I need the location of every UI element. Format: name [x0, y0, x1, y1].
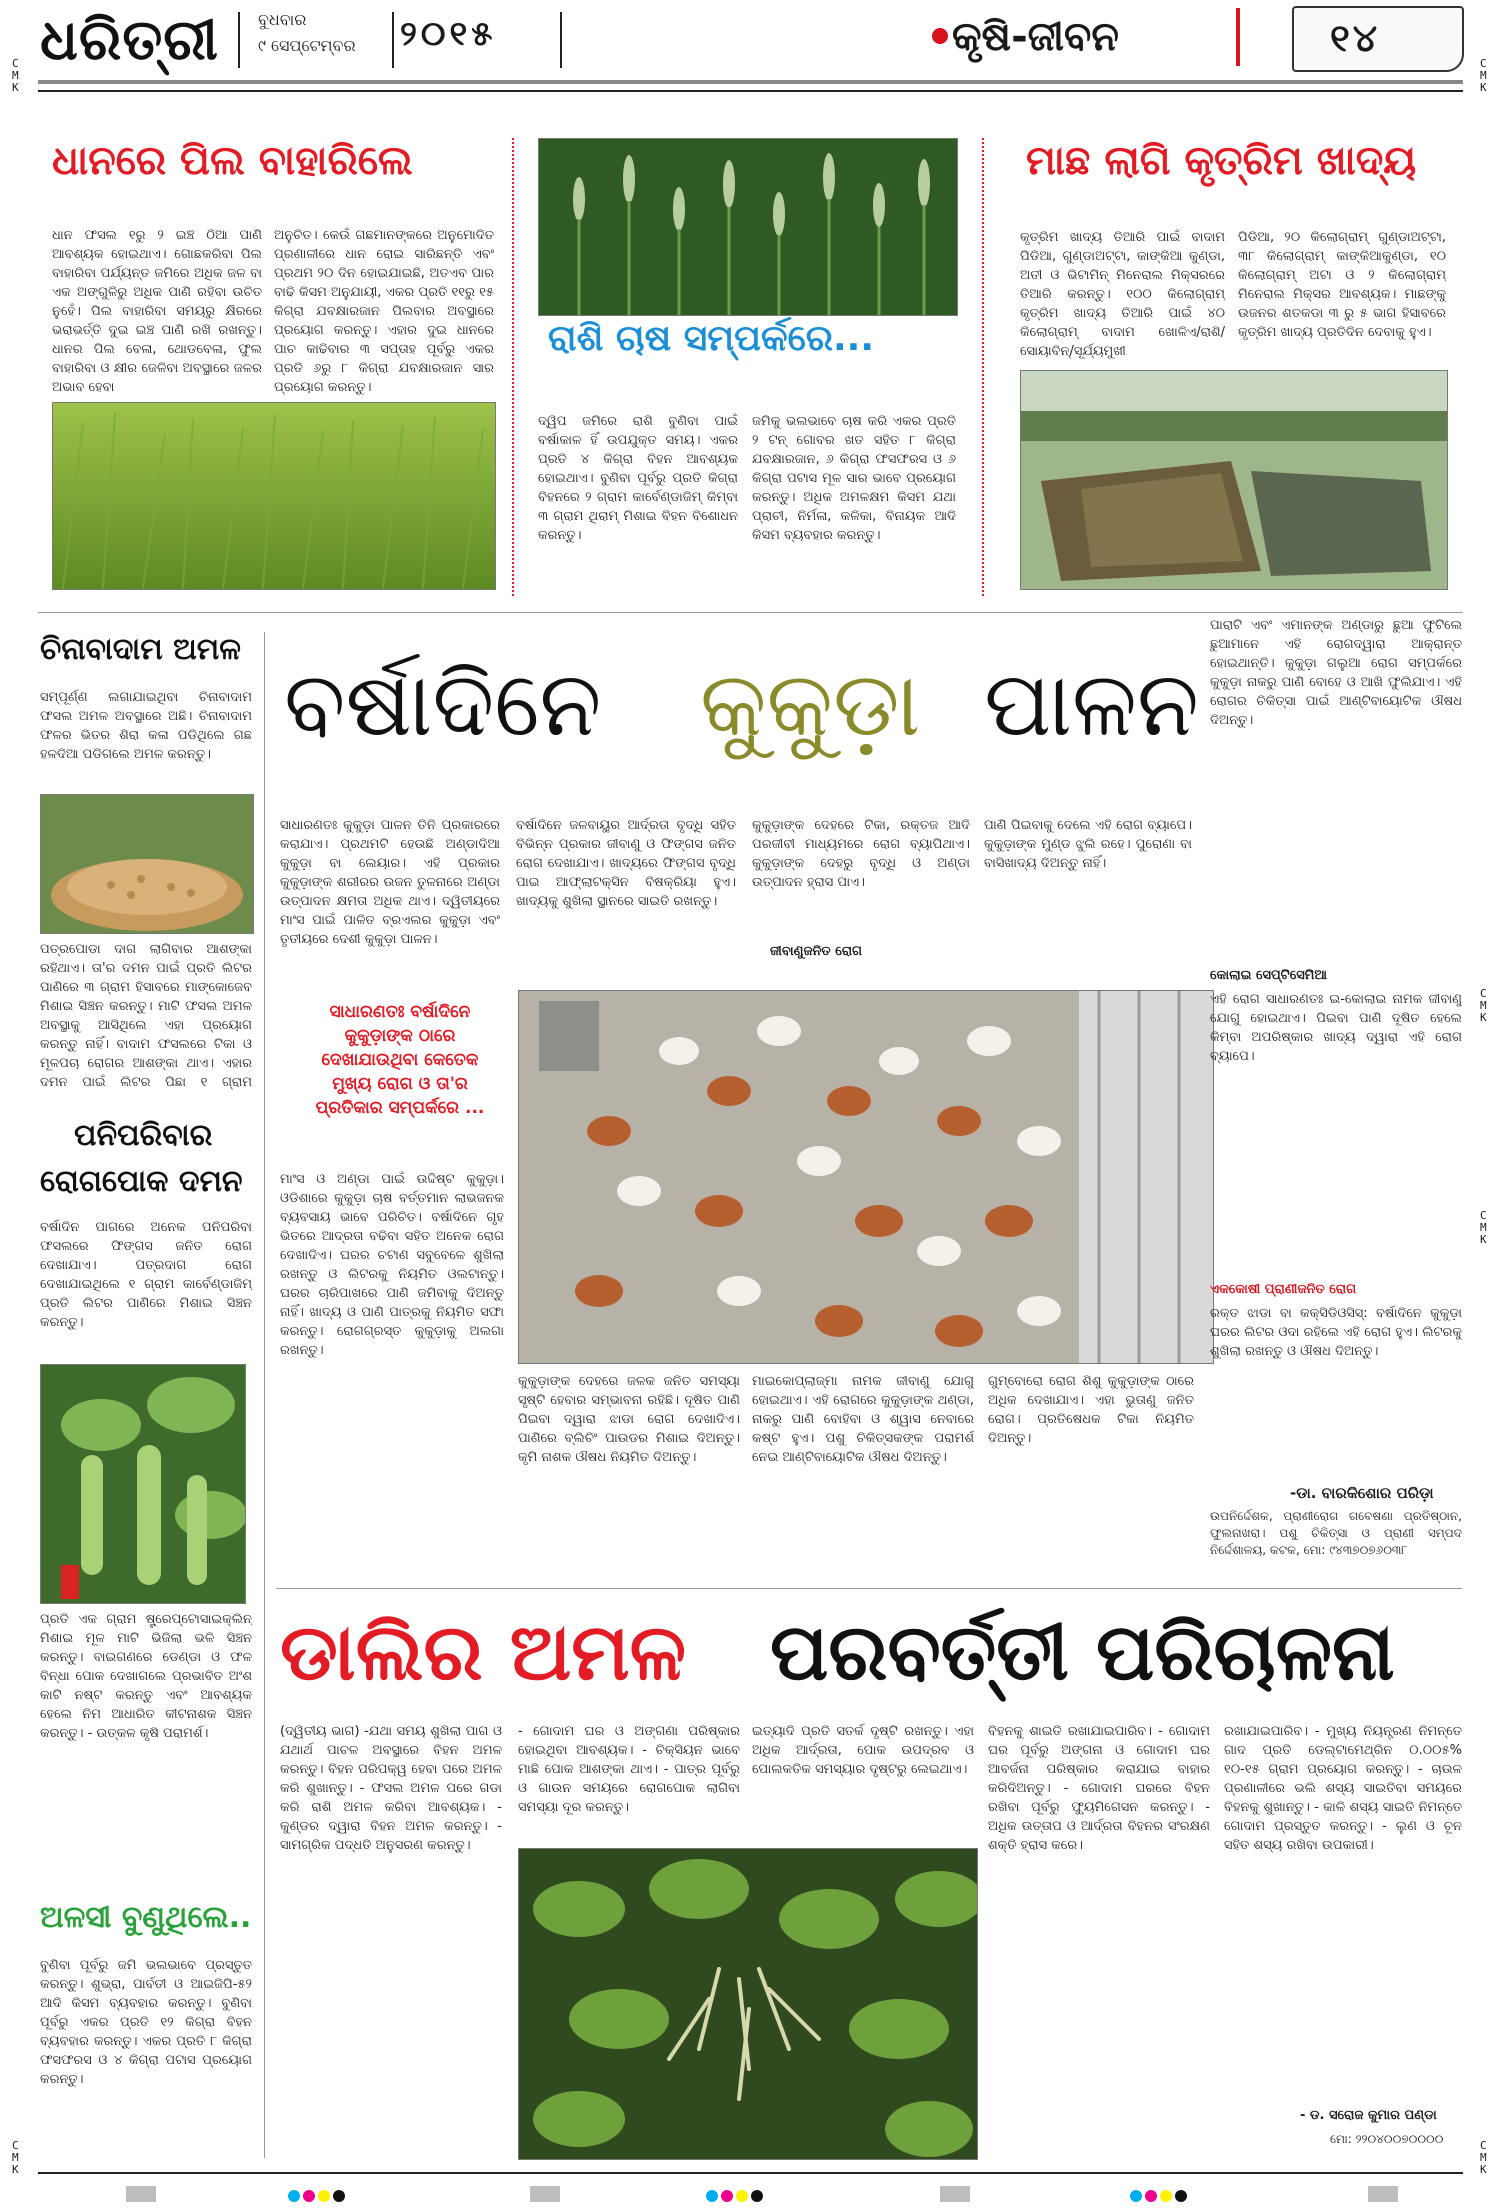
dal-body-text: ରଖାଯାଇପାରିବ। - ମୁଖ୍ୟ ନିୟନ୍ତ୍ରଣ ନିମନ୍ତେ ଗାଦ ପ୍ରତି ଡେଲ୍ଟାମେଥ୍ରିନ ୦.୦୦୫% ୧୦-୧୫ ଗ୍ରାମ ପ୍ରୟୋଗ କରନ୍ତୁ। - ଚାଉଳ ପ୍ରଣାଳୀରେ ଭଲି ଶସ୍ୟ ସାଇତିବା ସମୟରେ ବିହନକୁ ଶୁଖାନ୍ତୁ। - କାଳି ଶସ୍ୟ ସାଇତି ନିମନ୍ତେ ଗୋଦାମ ପ୍ରସ୍ତୁତ କରନ୍ତୁ। - ଲୁଣ ଓ ଚୂନ ସହିତ ଶସ୍ୟ ରଖିବା ଉପକାରୀ।	[1224, 1724, 1462, 1853]
poultry-body-text: ଏହି ରୋଗ ସାଧାରଣତଃ ଇ-କୋଲାଇ ନାମକ ଜୀବାଣୁ ଯୋଗୁ ହୋଇଥାଏ। ପିଇବା ପାଣି ଦୂଷିତ ହେଲେ କିମ୍ବା ଅପରିଷ୍କାର ଖାଦ୍ୟ ଦ୍ୱାରା ଏହି ରୋଗ ବ୍ୟାପେ।	[1210, 992, 1462, 1064]
sesame-crop-photo	[538, 138, 958, 316]
pests-body	[40, 1218, 252, 1358]
cmk-mark: C M K	[1480, 1209, 1487, 1246]
poultry-body-col4	[988, 1372, 1194, 1568]
paddy-body-col2	[274, 226, 494, 398]
dal-body-col5	[1224, 1722, 1462, 2098]
color-registration-marks	[288, 2187, 348, 2206]
section-divider	[1236, 8, 1240, 66]
dal-byline-detail	[1330, 2130, 1470, 2152]
footer-rule	[38, 2172, 1463, 2174]
fish-body-col1	[1020, 228, 1225, 364]
rashi-body-text: ଜମିକୁ ଭଲଭାବେ ଚାଷ କରି ଏକର ପ୍ରତି ୨ ଟନ୍ ଗୋବର ଖତ ସହିତ ୮ କିଗ୍ରା ଯବକ୍ଷାରଜାନ, ୬ କିଗ୍ରା ଫସଫରସ ଓ ୬ କିଗ୍ରା ପଟାସ ମୂଳ ସାର ଭାବେ ପ୍ରୟୋଗ କରନ୍ତୁ। ଅଧିକ ଅମଳକ୍ଷମ କିସମ ଯଥା ପ୍ରାଚୀ, ନିର୍ମଳା, କଳିକା, ବିନାୟକ ଆଦି କିସମ ବ୍ୟବହାର କରନ୍ତୁ।	[752, 414, 956, 543]
poultry-body-text: ସାଧାରଣତଃ କୁକୁଡ଼ା ପାଳନ ତିନି ପ୍ରକାରରେ କରାଯାଏ। ପ୍ରଥମଟି ହେଉଛି ଅଣ୍ଡାଦିଆ କୁକୁଡ଼ା ବା ଲେୟାର। ଏହି ପ୍ରକାର କୁକୁଡ଼ାଙ୍କ ଶରୀରର ଉଜନ ତୁଳନାରେ ଅଣ୍ଡା ଉତ୍ପାଦନ କ୍ଷମତା ଅଧିକ ଥାଏ। ଦ୍ୱିତୀୟରେ ମାଂସ ପାଇଁ ପାଳିତ ବ୍ରଏଲର କୁକୁଡ଼ା ଏବଂ ତୃତୀୟରେ ଦେଶୀ କୁକୁଡ଼ା ପାଳନ।	[280, 818, 500, 947]
section-rule	[276, 1588, 1462, 1589]
column-rule	[264, 632, 265, 2158]
cmk-mark: C M K	[1480, 57, 1487, 94]
yellow-dot-icon	[318, 2190, 330, 2202]
fish-body-text: କୃତ୍ରିମ ଖାଦ୍ୟ ତିଆରି ପାଇଁ ବାଦାମ ପିଡିଆ, ଗୁଣ୍ଡାଅଟ୍ଟା, କାଙ୍କିଆ କୁଣ୍ଡା, ଅତୀ ଓ ଭିଟାମିନ୍ ମିନେରାଲ ମିକ୍ସରରେ ତିଆରି କରନ୍ତୁ। ୧୦୦ କିଲୋଗ୍ରାମ୍ କୃତ୍ରିମ ଖାଦ୍ୟ ତିଆରି ପାଇଁ ୪୦ କିଲୋଗ୍ରାମ୍ ବାଦାମ ଖୋଳିଏ/ରାଶି/ସୋୟାବିନ୍/ସୂର୍ଯ୍ୟମୁଖୀ	[1020, 230, 1225, 359]
color-registration-marks	[1130, 2187, 1190, 2206]
column-rule	[512, 138, 514, 596]
poultry-body-text: ଗୁମ୍ବୋରୋ ରୋଗ ଶିଶୁ କୁକୁଡ଼ାଙ୍କ ଠାରେ ଅଧିକ ଦେଖାଯାଏ। ଏହା ଭୁତାଣୁ ଜନିତ ରୋଗ। ପ୍ରତିଷେଧକ ଟିକା ନିୟମିତ ଦିଅନ୍ତୁ।	[988, 1374, 1194, 1446]
dal-body-col1	[280, 1722, 502, 2158]
dal-body-text: (ଦ୍ୱିତୀୟ ଭାଗ) -ଯଥା ସମୟ ଶୁଖିଲା ପାଗ ଓ ଯଥାର୍ଥ ପାଚଳ ଅବସ୍ଥାରେ ବିହନ ଅମଳ କରନ୍ତୁ। ବିହନ ପରିପକ୍ୱ ହେବା ପରେ ଅମଳ କରି ଶୁଖାନ୍ତୁ। - ଫସଲ ଅମଳ ପରେ ଗଡା କରି ରାଶି ଅମଳ କରିବା ଆବଶ୍ୟକ। - କୁଣ୍ଡର ଦ୍ୱାରା ବିହନ ଅମଳ କରନ୍ତୁ। - ସାମଗ୍ରିକ ପଦ୍ଧତି ଅନୁସରଣ କରନ୍ତୁ।	[280, 1724, 502, 1853]
brinjal-photo	[40, 1364, 246, 1604]
groundnut-body	[40, 688, 252, 788]
pests-headline-line2: ରୋଗପୋକ ଦମନ	[40, 1164, 243, 1199]
yellow-dot-icon	[1160, 2190, 1172, 2202]
poultry-headline-part1: ବର୍ଷାଦିନେ	[284, 652, 602, 757]
masthead-divider	[392, 12, 394, 68]
rashi-body-col2	[752, 412, 956, 598]
masthead-rule	[38, 90, 1463, 92]
dal-body-col2	[518, 1722, 740, 1838]
cmk-mark: C M K	[1480, 987, 1487, 1024]
black-dot-icon	[751, 2190, 763, 2202]
dal-body-text: ଇତ୍ୟାଦି ପ୍ରତି ସତର୍କ ଦୃଷ୍ଟି ରଖନ୍ତୁ। ଏହା ଅଧିକ ଆର୍ଦ୍ରତା, ପୋକ ଉପଦ୍ରବ ଓ ପୋଲକତିକ ସମସ୍ୟାର ଦୃଷ୍ଟରୁ ଲେଇଥାଏ।	[752, 1724, 974, 1777]
masthead-divider	[238, 12, 240, 68]
poultry-byline-detail-text: ଉପନିର୍ଦ୍ଦେଶକ, ପ୍ରାଣୀରୋଗ ଗବେଷଣା ପ୍ରତିଷ୍ଠାନ, ଫୁଲନାଖରା। ପଶୁ ଚିକିତ୍ସା ଓ ପ୍ରାଣୀ ସମ୍ପଦ ନିର୍ଦ୍ଦେଶାଳୟ, କଟକ, ମୋ: ୯୪୩୭୦୭୬୦୩୮	[1210, 1509, 1462, 1557]
cyan-dot-icon	[706, 2190, 718, 2202]
section-bullet-icon	[932, 28, 948, 44]
fish-pond-image	[1021, 371, 1447, 589]
paddy-body-col1	[52, 226, 262, 398]
fish-pond-photo	[1020, 370, 1448, 590]
footer-grey-block	[126, 2186, 156, 2202]
color-registration-marks	[706, 2187, 766, 2206]
groundnut-body-text: ସମ୍ପୂର୍ଣ୍ଣ ଲଗାଯାଇଥିବା ଚିନାବାଦାମ ଫସଲ ଅମଳ ଅବସ୍ଥାରେ ଅଛି। ଚିନାବାଦାମ ଫଳର ଭିତର ଶିରା କଳା ପଡିଥିଲେ ଗଛ ହଳଦିଆ ପଡିଗଲେ ଅମଳ କରନ୍ତୁ।	[40, 690, 252, 762]
groundnut-headline: ଚିନାବାଦାମ ଅମଳ	[40, 632, 241, 667]
poultry-body-text: ମାଇକୋପ୍ଲାଜ୍ମା ନାମକ ଜୀବାଣୁ ଯୋଗୁ ହୋଇଥାଏ। ଏହି ରୋଗରେ କୁକୁଡ଼ାଙ୍କ ଥଣ୍ଡା, ନାକରୁ ପାଣି ବୋହିବା ଓ ଶ୍ୱାସ ନେବାରେ କଷ୍ଟ ହୁଏ। ପଶୁ ଚିକିତ୍ସକଙ୍କ ପରାମର୍ଶ ନେଇ ଆଣ୍ଟିବାୟୋଟିକ ଔଷଧ ଦିଅନ୍ତୁ।	[752, 1374, 974, 1465]
poultry-callout: ସାଧାରଣତଃ ବର୍ଷାଦିନେ କୁକୁଡ଼ାଙ୍କ ଠାରେ ଦେଖାଯାଉଥିବା କେତେକ ମୁଖ୍ୟ ରୋଗ ଓ ତା'ର ପ୍ରତିକାର ସମ୍ପର୍କରେ ...	[315, 1002, 485, 1118]
fish-body-col2	[1238, 228, 1446, 364]
poultry-body-text: କୁକୁଡ଼ାଙ୍କ ଦେହରେ ଟିକା, ରକ୍ତଜ ଆଦି ପରଜୀବୀ ମାଧ୍ୟମରେ ରୋଗ ବ୍ୟାପିଥାଏ। କୁକୁଡ଼ାଙ୍କ ଦେହରୁ ବୃଦ୍ଧି ଓ ଅଣ୍ଡା ଉତ୍ପାଦନ ହ୍ରାସ ପାଏ।	[752, 818, 970, 890]
poultry-byline-detail	[1210, 1508, 1462, 1568]
rashi-body-text: ଦ୍ୱିପ ଜମିରେ ରାଶି ବୁଣିବା ପାଇଁ ବର୍ଷାକାଳ ହିଁ ଉପଯୁକ୍ତ ସମୟ। ଏକର ପ୍ରତି ୪ କିଗ୍ରା ବିହନ ଆବଶ୍ୟକ ହୋଇଥାଏ। ବୁଣିବା ପୂର୍ବରୁ ପ୍ରତି କିଗ୍ରା ବିହନରେ ୨ ଗ୍ରାମ କାର୍ବେଣ୍ଡାଜିମ୍ କିମ୍ବା ୩ ଗ୍ରାମ ଥିରାମ୍ ମିଶାଇ ବିହନ ବିଶୋଧନ କରନ୍ତୁ।	[538, 414, 738, 543]
pests-body	[40, 1610, 252, 1872]
cmk-mark: C M K	[12, 2139, 19, 2176]
cyan-dot-icon	[288, 2190, 300, 2202]
poultry-farm-photo	[518, 990, 1214, 1364]
paddy-body-text: ଧାନ ଫସଲ ୧ରୁ ୨ ଇଞ୍ଚ ଠିଆ ପାଣି ଆବଶ୍ୟକ ହୋଇଥାଏ। ଗୋଛକରିବା ପିଲ ବାହାରିବା ପର୍ଯ୍ୟନ୍ତ ଜମିରେ ଅଧିକ ଜଳ ବା ଏକ ଅଙ୍ଗୁଳିରୁ ଅଧିକ ପାଣି ରହିବା ଉଚିତ ନୁହେଁ। ପିଲ ବାହାରିବା ସମୟରୁ କ୍ଷିରରେ ଭରାଭର୍ତ୍ତି ଦୁଇ ଇଞ୍ଚ ପାଣି ରଖି ରଖନ୍ତୁ। ଧାନର ପିଲ ବେଳା, ଥୋଡବେଳା, ଫୁଲ ବାହାରିବା ଓ କ୍ଷୀର ଜେଳିବା ଅବସ୍ଥାରେ ଜଳର ଅଭାବ ହେବା	[52, 228, 262, 395]
poultry-body-col4	[984, 816, 1192, 984]
paddy-field-photo	[52, 402, 496, 590]
masthead-date: ୯ ସେପ୍ଟେମ୍ବର	[258, 36, 356, 55]
poultry-subhead: କୋଲାଇ ସେପ୍ଟିସେମିଆ	[1210, 968, 1327, 983]
pulse-crop-image	[519, 1849, 977, 2159]
poultry-farm-image	[519, 991, 1213, 1363]
poultry-body-col5	[1210, 616, 1462, 936]
groundnut-body	[40, 940, 252, 1090]
cmk-mark: C M K	[1480, 2139, 1487, 2176]
footer-grey-block	[1368, 2186, 1398, 2202]
dal-byline-detail-text: ମୋ: ୨୨୦୪୦୦୭୦୦୦୦	[1330, 2132, 1444, 2146]
cmk-mark: C M K	[12, 57, 19, 94]
poultry-body-col5	[1210, 990, 1462, 1270]
dal-body-text: - ଗୋଦାମ ଘର ଓ ଅଙ୍ଗଣା ପରିଷ୍କାର ହୋଇଥିବା ଆବଶ୍ୟକ। - ଚିକ୍ସିୟନ ଭାବେ ମାଛି ପୋକ ଆଶଙ୍କା ଥାଏ। - ପାତ୍ର ପୂର୍ବରୁ ଓ ଗାଉନ ସମୟରେ ରୋଗପୋକ ଲାଗିବା ସମସ୍ୟା ଦୂର କରନ୍ତୁ।	[518, 1724, 740, 1815]
paddy-headline: ଧାନରେ ପିଲ ବାହାରିଲେ	[52, 138, 413, 184]
groundnut-photo	[40, 794, 254, 934]
poultry-body-text: ମାଂସ ଓ ଅଣ୍ଡା ପାଇଁ ଉଦ୍ଦିଷ୍ଟ କୁକୁଡ଼ା। ଓଡିଶାରେ କୁକୁଡ଼ା ଚାଷ ବର୍ତ୍ତମାନ ଲାଭଜନକ ବ୍ୟବସାୟ ଭାବେ ପରିଚିତ। ବର୍ଷାଦିନେ ଗୃହ ଭିତରେ ଆଦ୍ରତା ବଢିବା ସହିତ ଅନେକ ରୋଗ ଦେଖାଦିଏ। ଘରର ଚଟାଣ ସବୁବେଳେ ଶୁଖିଲା ରଖନ୍ତୁ ଓ ଲିଟରକୁ ନିୟମିତ ଓଲଟାନ୍ତୁ। ଘରର ଚାରିପାଖରେ ପାଣି ଜମିବାକୁ ଦିଅନ୍ତୁ ନାହିଁ। ଖାଦ୍ୟ ଓ ପାଣି ପାତ୍ରକୁ ନିୟମିତ ସଫା କରନ୍ତୁ। ରୋଗଗ୍ରସ୍ତ କୁକୁଡ଼ାକୁ ଅଲଗା ରଖନ୍ତୁ।	[280, 1172, 504, 1358]
masthead-day: ବୁଧବାର	[258, 10, 307, 29]
poultry-body-col3	[752, 1372, 974, 1568]
poultry-headline-part2: କୁକୁଡ଼ା	[700, 652, 921, 757]
column-rule	[982, 138, 984, 596]
section-title: କୃଷି-ଜୀବନ	[952, 14, 1119, 60]
black-dot-icon	[333, 2190, 345, 2202]
dal-body-col3	[752, 1722, 974, 1838]
poultry-body-col1	[280, 816, 500, 984]
fish-body-text: ପିଡିଆ, ୨୦ କିଲୋଗ୍ରାମ୍ ଗୁଣ୍ଡାଅଟ୍ଟା, ୩୮ କିଲୋଗ୍ରାମ୍ କାଙ୍କିଆକୁଣ୍ଡା, ୧୦ କିଲୋଗ୍ରାମ୍ ଅଟା ଓ ୨ କିଲୋଗ୍ରାମ୍ ମିନେରାଲ ମିକ୍ସର ଆବଶ୍ୟକ। ମାଛଙ୍କୁ ଉଜନର ଶତକଡା ୩ ରୁ ୫ ଭାଗ ହିସାବରେ କୃତ୍ରିମ ଖାଦ୍ୟ ପ୍ରତିଦିନ ଦେବାକୁ ହୁଏ।	[1238, 230, 1446, 340]
paddy-body-text: ଅନୁଚିତ। କେଉଁ ଗଛମାନଙ୍କରେ ଅନୁମୋଦିତ ପ୍ରଣାଳୀରେ ଧାନ ରୋଇ ସାରିଛନ୍ତି ଏବଂ ପ୍ରଥମ ୨୦ ଦିନ ହୋଇଯାଇଛି, ଅତଏବ ପାର ବାଢି କିସମ ଅନୁଯାୟୀ, ଏକର ପ୍ରତି ୧୧ରୁ ୧୫ କିଗ୍ରା ଯବକ୍ଷାରଜାନ ପିଲବାର ଅବସ୍ଥାରେ ପ୍ରୟୋଗ କରନ୍ତୁ। ଏହାର ଦୁଇ ଧାନରେ ପାଚ କାଢିବାର ୩ ସପ୍ତାହ ପୂର୍ବରୁ ଏକର ପ୍ରତି ୬ରୁ ୮ କିଗ୍ରା ଯବକ୍ଷାରଜାନ ସାର ପ୍ରୟୋଗ କରନ୍ତୁ।	[274, 228, 494, 395]
dal-headline-part1: ଡାଲିର ଅମଳ	[280, 1608, 686, 1698]
groundnut-body-text: ପତ୍ରପୋଡା ଦାଗ ଲାଗିବାର ଆଶଙ୍କା ରହିଥାଏ। ତା'ର ଦମନ ପାଇଁ ପ୍ରତି ଲିଟର ପାଣିରେ ୩ ଗ୍ରାମ ହିସାବରେ ମାଙ୍କୋଜେବ ମିଶାଇ ସିଞ୍ଚନ କରନ୍ତୁ। ମାଟି ଫସଲ ଅମଳ ଅବସ୍ଥାକୁ ଆସିଥିଲେ ଏହା ପ୍ରୟୋଗ କରନ୍ତୁ ନାହିଁ। ବାଦାମ ଫସଲରେ ଟିକା ଓ ମୂଳପଚା ରୋଗର ଆଶଙ୍କା ଥାଏ। ଏହାର ଦମନ ପାଇଁ ଲିଟର ପିଛା ୧ ଗ୍ରାମ	[40, 942, 252, 1090]
poultry-body-text: ବର୍ଷାଦିନେ ଜଳବାୟୁର ଆର୍ଦ୍ରତା ବୃଦ୍ଧି ସହିତ ବିଭିନ୍ନ ପ୍ରକାର ଜୀବାଣୁ ଓ ଫିଙ୍ଗସ ଜନିତ ରୋଗ ଦେଖାଯାଏ। ଖାଦ୍ୟରେ ଫିଙ୍ଗସ ବୃଦ୍ଧି ପାଇ ଆଫ୍ଲାଟକ୍ସିନ ବିଷକ୍ରିୟା ହୁଏ। ଖାଦ୍ୟକୁ ଶୁଖିଲା ସ୍ଥାନରେ ସାଇତି ରଖନ୍ତୁ।	[516, 818, 736, 909]
fish-headline: ମାଛ ଲାଗି କୃତ୍ରିମ ଖାଦ୍ୟ	[1026, 138, 1417, 184]
flax-headline: ଅଳସୀ ବୁଣୁଥିଲେ..	[40, 1900, 252, 1935]
flax-body	[40, 1956, 252, 2156]
brinjal-image	[41, 1365, 245, 1603]
section-rule	[38, 612, 1463, 613]
rashi-body-col1	[538, 412, 738, 598]
masthead-rule	[38, 80, 1463, 84]
footer-grey-block	[940, 2186, 970, 2202]
yellow-dot-icon	[736, 2190, 748, 2202]
pulse-crop-photo	[518, 1848, 978, 2160]
poultry-body-col5	[1210, 1304, 1462, 1494]
dal-body-col4	[988, 1722, 1210, 2158]
poultry-body-col2	[518, 1372, 740, 1568]
footer-grey-block	[530, 2186, 560, 2202]
masthead-year: ୨୦୧୫	[400, 14, 497, 54]
poultry-body-text: ରକ୍ତ ଝାଡା ବା କକ୍‌ସିଡିଓସିସ୍: ବର୍ଷାଦିନେ କୁକୁଡ଼ା ଘରର ଲିଟର ଓଦା ରହିଲେ ଏହି ରୋଗ ହୁଏ। ଲିଟରକୁ ଶୁଖିଲା ରଖନ୍ତୁ ଓ ଔଷଧ ଦିଅନ୍ତୁ।	[1210, 1306, 1462, 1359]
poultry-body-col1	[280, 1170, 504, 1568]
groundnut-image	[41, 795, 253, 933]
pests-body-text: ପ୍ରତି ଏକ ଗ୍ରାମ ଷ୍ଟ୍ରେପ୍ଟୋସାଇକ୍ଲିନ୍ ମିଶାଇ ମୂଳ ମାଟି ଭିଜିଲା ଭଳି ସିଞ୍ଚନ କରନ୍ତୁ। ବାଇଗଣରେ ଡେଣ୍ଡା ଓ ଫଳ ବିନ୍ଧା ପୋକ ଦେଖାଗଲେ ପ୍ରଭାବିତ ଅଂଶ କାଟି ନଷ୍ଟ କରନ୍ତୁ ଏବଂ ଆବଶ୍ୟକ ହେଲେ ନିମ ଆଧାରିତ କୀଟନାଶକ ସିଞ୍ଚନ କରନ୍ତୁ। - ଉତ୍କଳ କୃଷି ପରାମର୍ଶ।	[40, 1612, 252, 1741]
poultry-byline: -ଡା. ବାରକିଶୋର ପରିଡ଼ା	[1290, 1484, 1434, 1502]
magenta-dot-icon	[1145, 2190, 1157, 2202]
poultry-body-text: ପାଣି ପିଇବାକୁ ଦେଲେ ଏହି ରୋଗ ବ୍ୟାପେ। କୁକୁଡ଼ାଙ୍କ ମୁଣ୍ଡ ଝୁଲି ରହେ। ପୁରୋଣା ବା ବାସିଖାଦ୍ୟ ଦିଅନ୍ତୁ ନାହିଁ।	[984, 818, 1192, 871]
poultry-body-text: ପାରାଟି ଏବଂ ଏମାନଙ୍କ ଅଣ୍ଡାରୁ ଛୁଆ ଫୁଟିଲେ ଛୁଆମାନେ ଏହି ରୋଗଦ୍ୱାରା ଆକ୍ରାନ୍ତ ହୋଇଥାନ୍ତି। କୁକୁଡ଼ା ଗଲୁଆ ରୋଗ ସମ୍ପର୍କରେ କୁକୁଡ଼ା ନାକରୁ ପାଣି ବୋହେ ଓ ଆଖି ଫୁଲିଯାଏ। ଏହି ରୋଗର ଚିକିତ୍ସା ପାଇଁ ଆଣ୍ଟିବାୟୋଟିକ ଔଷଧ ଦିଅନ୍ତୁ।	[1210, 618, 1462, 728]
poultry-subhead: ଏକକୋଷୀ ପ୍ରାଣୀଜନିତ ରୋଗ	[1210, 1282, 1357, 1297]
dal-headline-part2: ପରବର୍ତ୍ତୀ ପରିଚାଳନା	[770, 1608, 1395, 1698]
black-dot-icon	[1175, 2190, 1187, 2202]
poultry-subhead: ଜୀବାଣୁଜନିତ ରୋଗ	[770, 944, 863, 959]
pests-body-text: ବର୍ଷାଦିନ ପାଗରେ ଅନେକ ପନିପରିବା ଫସଲରେ ଫିଙ୍ଗସ ଜନିତ ରୋଗ ଦେଖାଯାଏ। ପତ୍ରଦାଗ ରୋଗ ଦେଖାଯାଇଥିଲେ ୧ ଗ୍ରାମ କାର୍ବେଣ୍ଡାଜିମ୍ ପ୍ରତି ଲିଟର ପାଣିରେ ମିଶାଇ ସିଞ୍ଚନ କରନ୍ତୁ।	[40, 1220, 252, 1330]
flax-body-text: ବୁଣିବା ପୂର୍ବରୁ ଜମି ଭଲଭାବେ ପ୍ରସ୍ତୁତ କରନ୍ତୁ। ଶୁଭ୍ରା, ପାର୍ବତୀ ଓ ଆଇଜିପି-୫୨ ଆଦି କିସମ ବ୍ୟବହାର କରନ୍ତୁ। ବୁଣିବା ପୂର୍ବରୁ ଏକର ପ୍ରତି ୧୨ କିଗ୍ରା ବିହନ ବ୍ୟବହାର କରନ୍ତୁ। ଏକର ପ୍ରତି ୮ କିଗ୍ରା ଫସଫରସ ଓ ୪ କିଗ୍ରା ପଟାସ ପ୍ରୟୋଗ କରନ୍ତୁ।	[40, 1958, 252, 2087]
dal-byline: - ଡ. ସରୋଜ କୁମାର ପଣ୍ଡା	[1300, 2108, 1437, 2123]
dal-body-text: ବିହନକୁ ଶାଇତି ରଖାଯାଇପାରିବ। - ଗୋଦାମ ଘର ପୂର୍ବରୁ ଅଙ୍ଗନା ଓ ଗୋଦାମ ଘର ଆବର୍ଜନା ପରିଷ୍କାର କରାଯାଇ ବାହାର କରିଦିଅନ୍ତୁ। - ଗୋଦାମ ଘରରେ ବିହନ ରଖିବା ପୂର୍ବରୁ ଫ୍ୟୁମିଗେସନ କରନ୍ତୁ। - ଅଧିକ ଉତ୍ତାପ ଓ ଆର୍ଦ୍ରତା ବିହନର ସଂରକ୍ଷଣ ଶକ୍ତି ହ୍ରାସ କରେ।	[988, 1724, 1210, 1853]
masthead-divider	[560, 12, 562, 68]
newspaper-logo: ଧରିତ୍ରୀ	[40, 8, 219, 73]
page-number: ୧୪	[1330, 16, 1381, 60]
paddy-field-image	[53, 403, 495, 589]
magenta-dot-icon	[303, 2190, 315, 2202]
pests-headline-line1: ପନିପରିବାର	[74, 1118, 213, 1153]
poultry-body-text: କୁକୁଡ଼ାଙ୍କ ଦେହରେ ଜଳକ ଜନିତ ସମସ୍ୟା ସୃଷ୍ଟି ହେବାର ସମ୍ଭାବନା ରହିଛି। ଦୂଷିତ ପାଣି ପିଇବା ଦ୍ୱାରା ଝାଡା ରୋଗ ଦେଖାଦିଏ। ପାଣିରେ ବ୍ଲିଚିଂ ପାଉଡର ମିଶାଇ ଦିଅନ୍ତୁ। କୃମି ନାଶକ ଔଷଧ ନିୟମିତ ଦିଅନ୍ତୁ।	[518, 1374, 740, 1465]
cyan-dot-icon	[1130, 2190, 1142, 2202]
rashi-headline: ରାଶି ଚାଷ ସମ୍ପର୍କରେ...	[548, 318, 875, 359]
poultry-headline-part3: ପାଳନ	[984, 652, 1199, 757]
magenta-dot-icon	[721, 2190, 733, 2202]
poultry-body-col2	[516, 816, 736, 984]
sesame-crop-image	[539, 139, 957, 315]
